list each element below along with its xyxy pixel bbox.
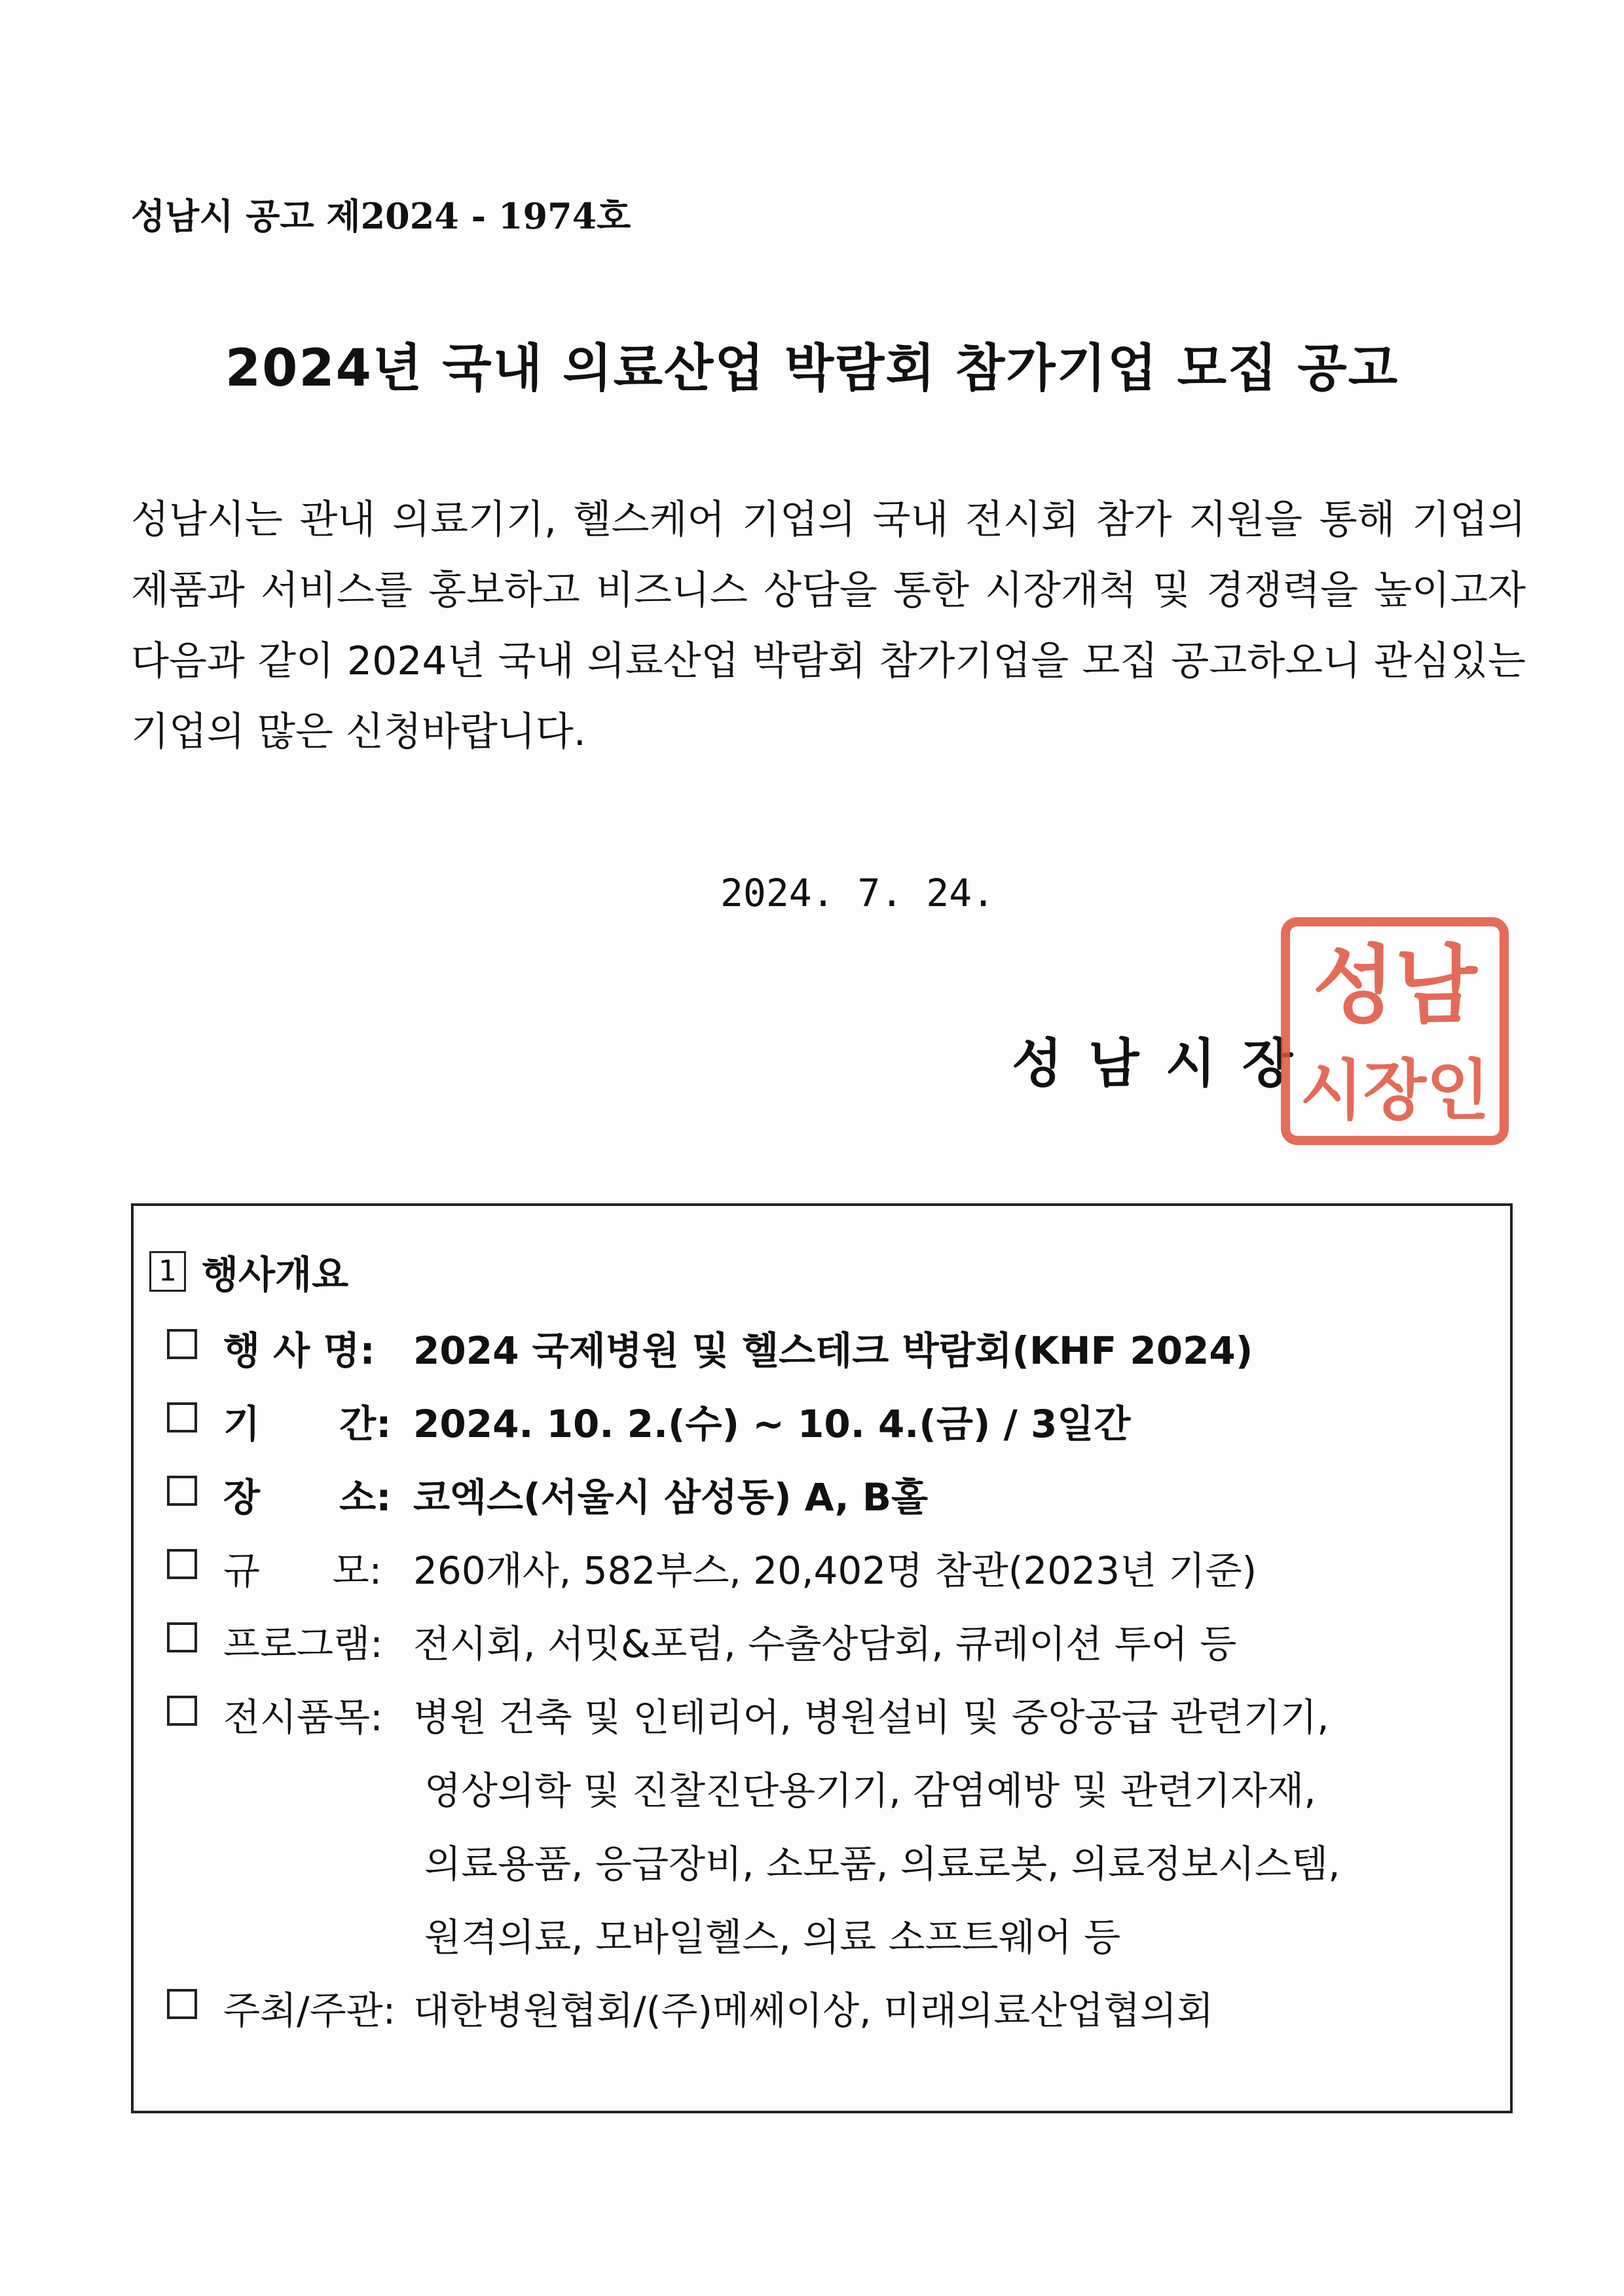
item-period <box>167 1393 1526 1448</box>
item-value: 2024. 10. 2.(수) ~ 10. 4.(금) / 3일간 <box>413 1402 1131 1446</box>
item-value: 전시회, 서밋&포럼, 수출상담회, 큐레이션 투어 등 <box>413 1622 1237 1666</box>
item-exhibits-continued: 의료용품, 응급장비, 소모품, 의료로봇, 의료정보시스템, <box>424 1842 1340 1886</box>
item-label: 기 간: <box>223 1402 392 1446</box>
checkbox-icon <box>167 1549 197 1579</box>
checkbox-icon <box>167 1696 197 1726</box>
notice-number: 성남시 공고 제2024 - 1974호 <box>131 195 631 237</box>
page-title: 2024년 국내 의료산업 박람회 참가기업 모집 공고 <box>225 339 1399 398</box>
issuer-name: 성남시장 <box>1012 1032 1320 1094</box>
official-seal-icon <box>1280 917 1509 1146</box>
item-exhibits-continued: 영상의학 및 진찰진단용기기, 감염예방 및 관련기자재, <box>424 1768 1316 1813</box>
item-exhibits-continued: 원격의료, 모바일헬스, 의료 소프트웨어 등 <box>424 1915 1121 1959</box>
item-organizer <box>167 1980 1526 2035</box>
seal-text-line2: 시장인 <box>1300 1052 1490 1129</box>
section-title: 행사개요 <box>202 1252 349 1297</box>
item-value: 병원 건축 및 인테리어, 병원설비 및 중앙공급 관련기기, <box>413 1695 1329 1740</box>
item-label: 프로그램: <box>223 1622 383 1666</box>
checkbox-icon <box>167 1329 197 1359</box>
notice-date: 2024. 7. 24. <box>720 871 995 915</box>
item-label: 장 소: <box>223 1475 392 1520</box>
checkbox-icon <box>167 1622 197 1652</box>
checkbox-icon <box>167 1989 197 2019</box>
item-value: 260개사, 582부스, 20,402명 참관(2023년 기준) <box>413 1548 1257 1593</box>
checkbox-icon <box>167 1402 197 1432</box>
checkbox-icon <box>167 1476 197 1506</box>
item-label: 행 사 명: <box>223 1328 375 1373</box>
intro-paragraph: 성남시는 관내 의료기기, 헬스케어 기업의 국내 전시회 참가 지원을 통해 기업의 제품과 서비스를 홍보하고 비즈니스 상담을 통한 시장개척 및 경쟁력을 높이고자 다음과 같이 2024년 국내 의료산업 박람회 참가기업을 모집 공고하오니 관심있는 기업의 많은 신청바랍니다. <box>131 497 1526 755</box>
item-venue <box>167 1467 1526 1522</box>
item-label: 규 모: <box>223 1548 382 1593</box>
item-program <box>167 1613 1526 1668</box>
item-value: 2024 국제병원 및 헬스테크 박람회(KHF 2024) <box>413 1328 1253 1373</box>
section-number: 1 <box>149 1251 186 1292</box>
item-exhibits <box>167 1686 1526 1741</box>
section-heading <box>149 1244 348 1299</box>
item-label: 주최/주관: <box>223 1988 396 2033</box>
item-value: 코엑스(서울시 삼성동) A, B홀 <box>413 1475 929 1520</box>
item-value: 대한병원협회/(주)메쎄이상, 미래의료산업협의회 <box>413 1988 1214 2033</box>
item-scale <box>167 1540 1526 1595</box>
item-label: 전시품목: <box>223 1695 383 1740</box>
item-event-name <box>167 1320 1526 1375</box>
seal-text-line1: 성남 <box>1312 936 1477 1035</box>
